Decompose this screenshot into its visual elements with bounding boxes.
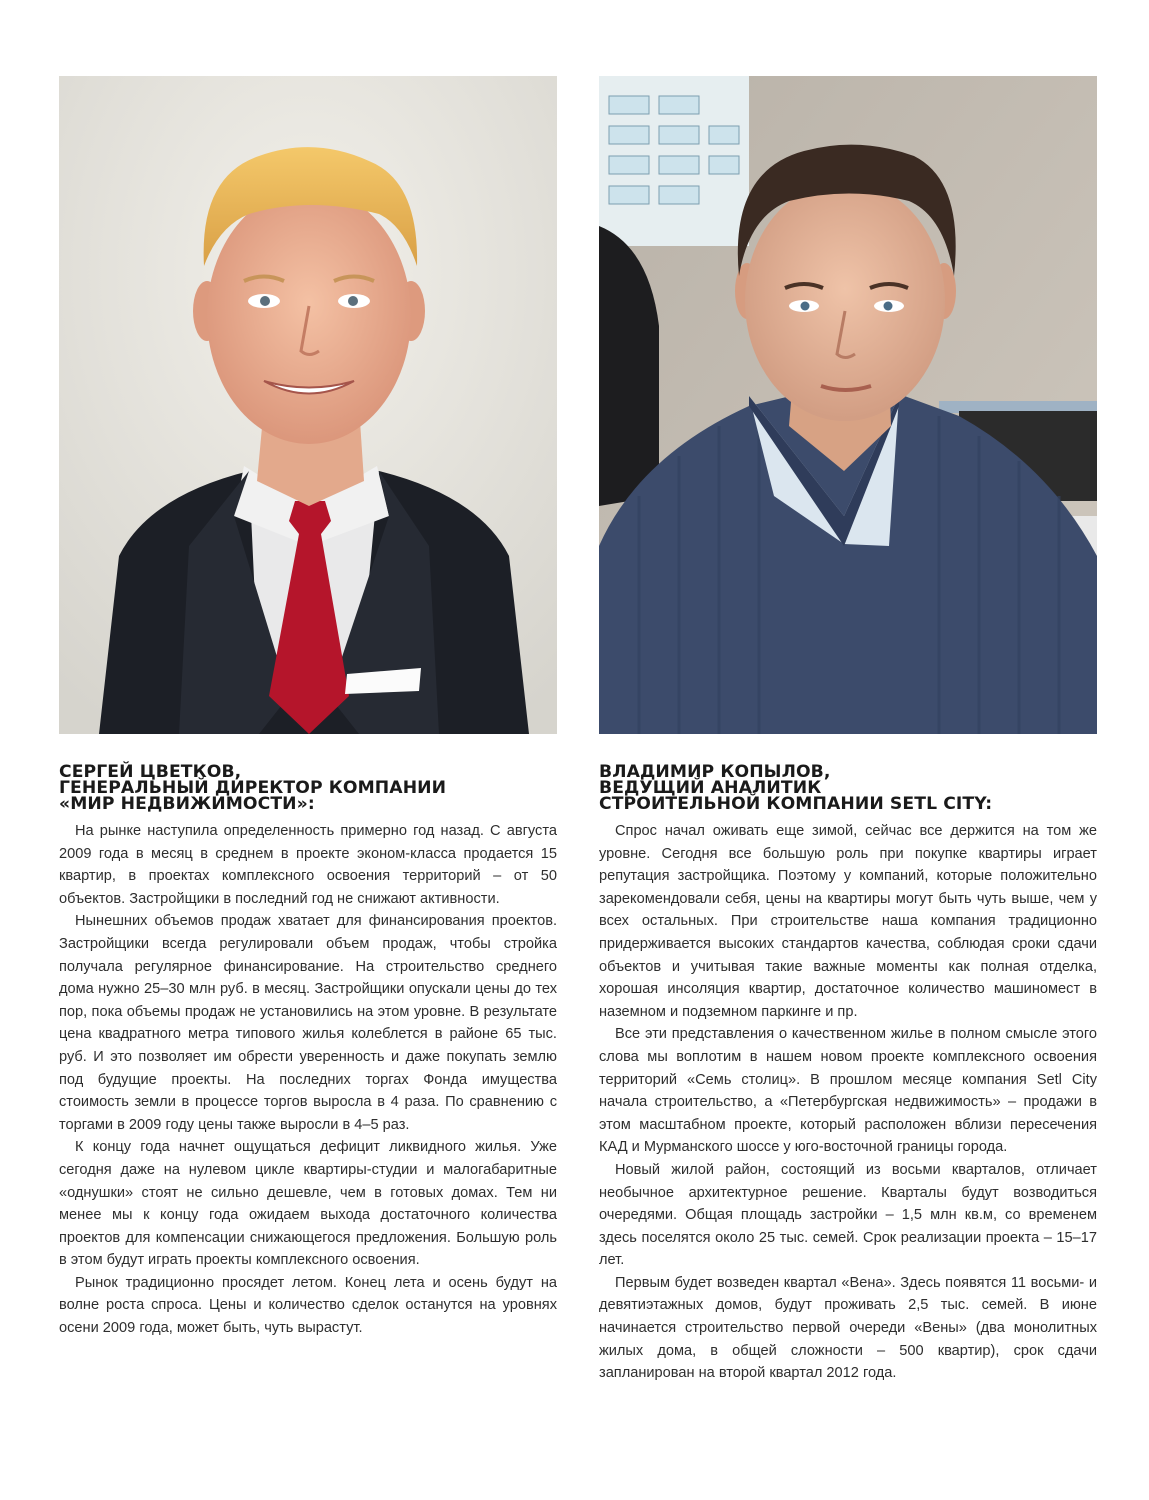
paragraph: Рынок традиционно просядет летом. Конец лета и осень будут на волне роста спроса. Цены и количество сделок останутся на уровнях осени 2009 года, может быть, чуть вырастут. — [59, 1274, 557, 1337]
interviewee-position: ВЕДУЩИЙ АНАЛИТИК — [599, 778, 822, 798]
paragraph: На рынке наступила определенность примерно год назад. С августа 2009 года в месяц в среднем в проекте эконом-класса продается 15 квартир, в проектах комплексного освоения территорий – от 50 объектов. Застройщики в последний год не снижают активности. — [59, 823, 557, 907]
interviewee-name: ВЛАДИМИР КОПЫЛОВ, — [599, 762, 831, 782]
interviewee-heading — [599, 764, 1097, 812]
paragraph: К концу года начнет ощущаться дефицит ликвидного жилья. Уже сегодня даже на нулевом цикле квартиры-студии и малогабаритные «однушки» стоят не сильно дешевле, чем в готовых домах. Тем ни менее мы к концу года ожидаем выхода достаточного количества проектов для компенсации снижающегося предложения. Большую роль в этом будут играть проекты комплексного освоения. — [59, 1139, 557, 1269]
left-interview-column — [59, 76, 557, 1340]
paragraph: Новый жилой район, состоящий из восьми кварталов, отличает необычное архитектурное решение. Кварталы будут возводиться очередями. Общая площадь застройки – 1,5 млн кв.м, со временем здесь поселятся около 25 тыс. семей. Срок реализации проекта – 15–17 лет. — [599, 1161, 1097, 1269]
interviewee-heading — [59, 764, 557, 812]
portrait-photo-tsvetkov — [59, 76, 557, 734]
interviewee-name: СЕРГЕЙ ЦВЕТКОВ, — [59, 762, 242, 782]
right-interview-column — [599, 76, 1097, 1385]
interview-text — [59, 820, 557, 1340]
paragraph: Все эти представления о качественном жилье в полном смысле этого слова мы воплотим в нашем новом проекте комплексного освоения территорий «Семь столиц». В прошлом месяце компания Setl City начала строительство, а «Петербургская недвижимость» – продажи в этом масштабном проекте, который расположен вблизи пересечения КАД и Мурманского шоссе у юго-восточной границы города. — [599, 1026, 1097, 1156]
interviewee-company: «МИР НЕДВИЖИМОСТИ»: — [59, 794, 315, 814]
portrait-photo-kopylov — [599, 76, 1097, 734]
paragraph: Спрос начал оживать еще зимой, сейчас все держится на том же уровне. Сегодня все большую роль при покупке квартиры играет репутация застройщика. Поэтому у компаний, которые положительно зарекомендовали себя, цены на квартиры могут быть чуть выше, чем у всех остальных. При строительстве наша компания традиционно придерживается высоких стандартов качества, соблюдая сроки сдачи объектов и учитывая такие важные моменты как полная отделка, хорошая инсоляция квартир, достаточное количество машиномест в наземном и подземном паркинге и пр. — [599, 823, 1097, 1020]
paragraph: Первым будет возведен квартал «Вена». Здесь появятся 11 восьми- и девятиэтажных домов, будут проживать 2,5 тыс. семей. В июне начинается строительство первой очереди «Вены» (два монолитных жилых дома, в общей сложности – 500 квартир), срок сдачи запланирован на второй квартал 2012 года. — [599, 1274, 1097, 1382]
paragraph: Нынешних объемов продаж хватает для финансирования проектов. Застройщики всегда регулировали объем продаж, чтобы стройка получала регулярное финансирование. На строительство среднего дома нужно 25–30 млн руб. в месяц. Застройщики опускали цены до тех пор, пока объемы продаж не установились на этом уровне. В результате цена квадратного метра типового жилья колеблется в районе 65 тыс. руб. И это позволяет им обрести уверенность и даже покупать землю под будущие проекты. На последних торгах Фонда имущества стоимость земли в процессе торгов выросла в 4 раза. По сравнению с торгами в 2009 году цены также выросли в 4–5 раз. — [59, 913, 557, 1133]
interviewee-company: СТРОИТЕЛЬНОЙ КОМПАНИИ SETL CITY: — [599, 794, 993, 814]
interview-text — [599, 820, 1097, 1385]
interviewee-position: ГЕНЕРАЛЬНЫЙ ДИРЕКТОР КОМПАНИИ — [59, 778, 447, 798]
